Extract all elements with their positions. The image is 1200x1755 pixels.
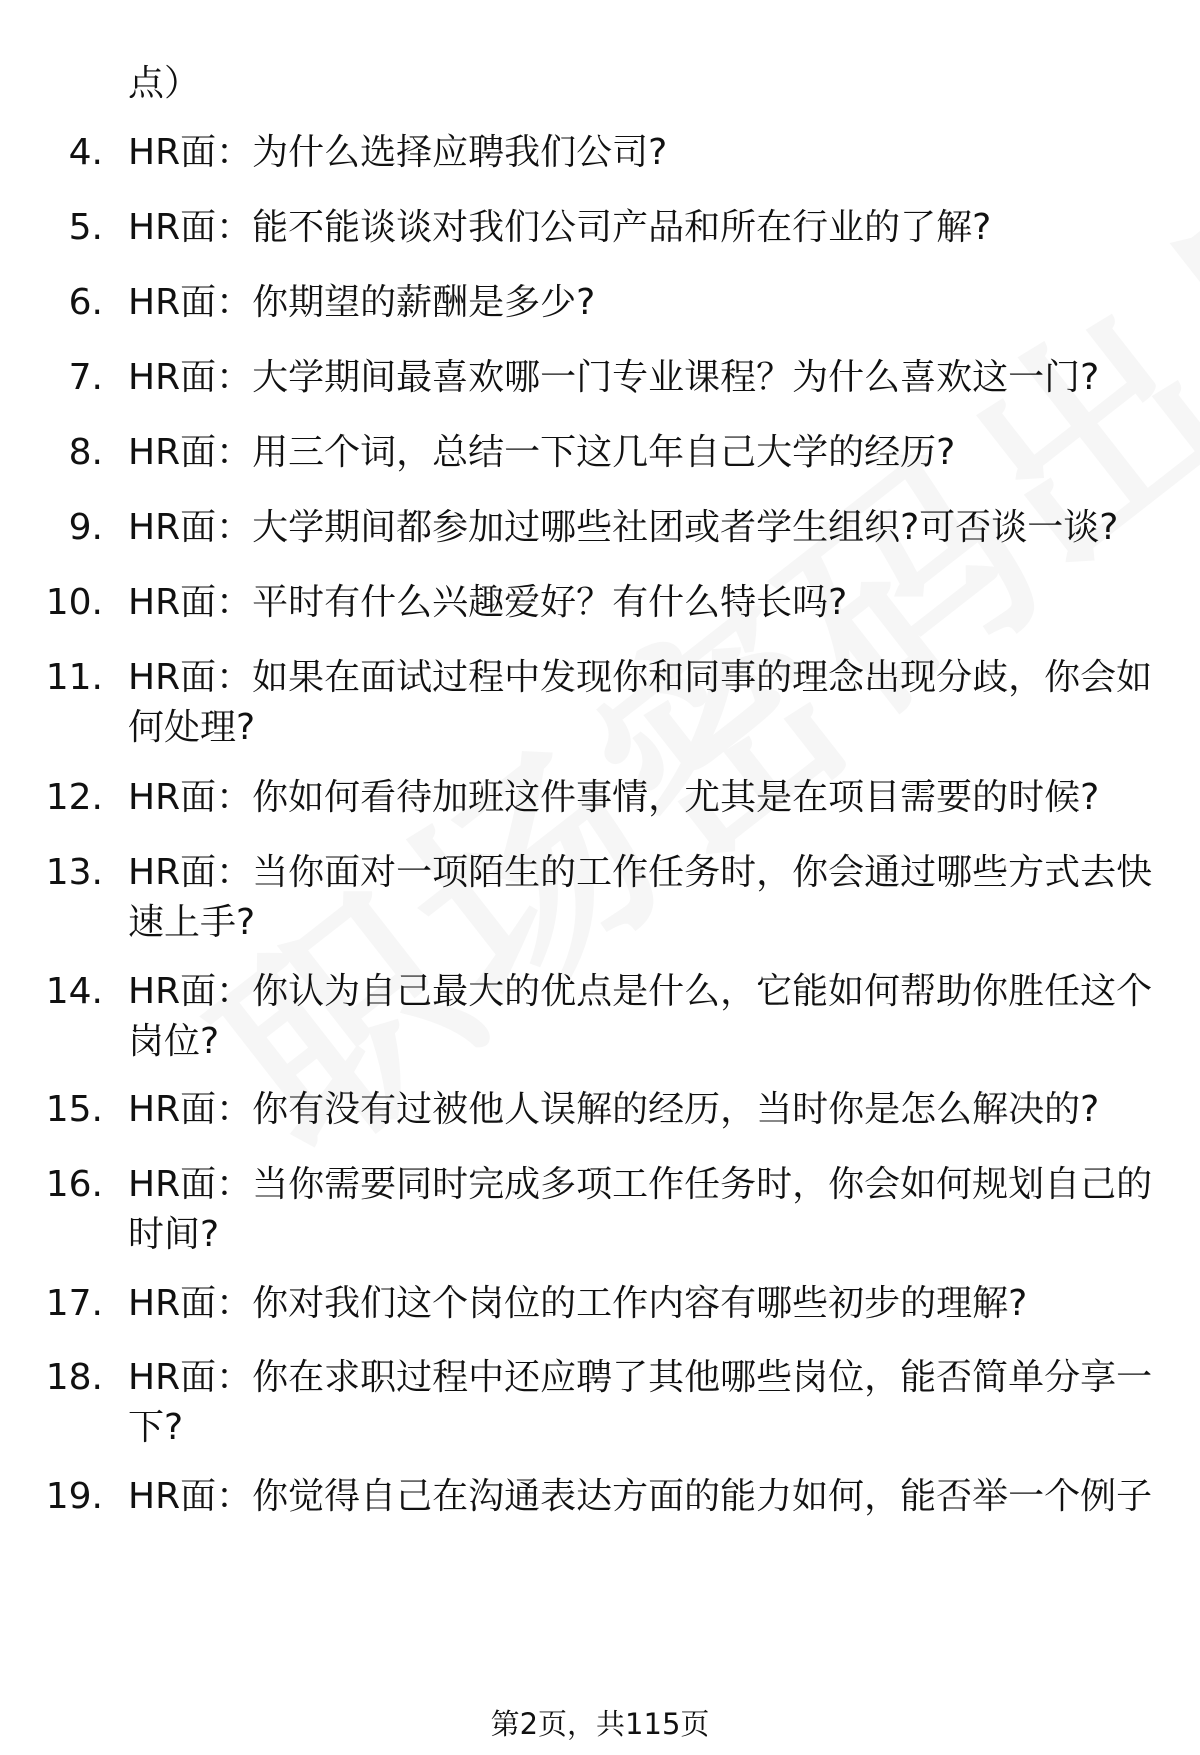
item-text: HR面：你认为自己最大的优点是什么，它能如何帮助你胜任这个岗位? [128, 971, 1153, 1062]
item-text: HR面：当你需要同时完成多项工作任务时，你会如何规划自己的时间? [128, 1164, 1153, 1255]
item-number: 14. [45, 971, 103, 1012]
item-number: 16. [45, 1164, 103, 1205]
item-number: 5. [68, 207, 103, 248]
page-footer: 第2页，共115页 [490, 1707, 710, 1741]
continuation-text: 点） [128, 63, 201, 104]
item-text: HR面：你如何看待加班这件事情，尤其是在项目需要的时候? [128, 777, 1100, 818]
item-text: HR面：你在求职过程中还应聘了其他哪些岗位，能否简单分享一下? [128, 1357, 1153, 1448]
item-number: 13. [45, 852, 103, 893]
item-number: 7. [68, 357, 103, 398]
item-text: HR面：大学期间最喜欢哪一门专业课程？为什么喜欢这一门? [128, 357, 1100, 398]
item-text: HR面：用三个词，总结一下这几年自己大学的经历? [128, 432, 956, 473]
item-number: 4. [68, 132, 103, 173]
item-text: HR面：你期望的薪酬是多少? [128, 282, 596, 323]
item-text: HR面：能不能谈谈对我们公司产品和所在行业的了解? [128, 207, 992, 248]
item-number: 8. [68, 432, 103, 473]
item-number: 11. [45, 657, 103, 698]
item-text: HR面：你有没有过被他人误解的经历，当时你是怎么解决的? [128, 1089, 1100, 1130]
item-text: HR面：当你面对一项陌生的工作任务时，你会通过哪些方式去快速上手? [128, 852, 1153, 943]
item-number: 18. [45, 1357, 103, 1398]
item-number: 19. [45, 1476, 103, 1517]
item-number: 17. [45, 1283, 103, 1324]
item-text: HR面：你对我们这个岗位的工作内容有哪些初步的理解? [128, 1283, 1028, 1324]
item-number: 12. [45, 777, 103, 818]
item-number: 15. [45, 1089, 103, 1130]
item-text: HR面：大学期间都参加过哪些社团或者学生组织?可否谈一谈? [128, 507, 1119, 548]
item-text: HR面：为什么选择应聘我们公司? [128, 132, 668, 173]
item-number: 6. [68, 282, 103, 323]
item-text: HR面：平时有什么兴趣爱好？有什么特长吗? [128, 582, 848, 623]
item-number: 9. [68, 507, 103, 548]
item-text: HR面：你觉得自己在沟通表达方面的能力如何，能否举一个例子 [128, 1476, 1153, 1517]
item-text: HR面：如果在面试过程中发现你和同事的理念出现分歧，你会如何处理? [128, 657, 1153, 748]
item-number: 10. [45, 582, 103, 623]
